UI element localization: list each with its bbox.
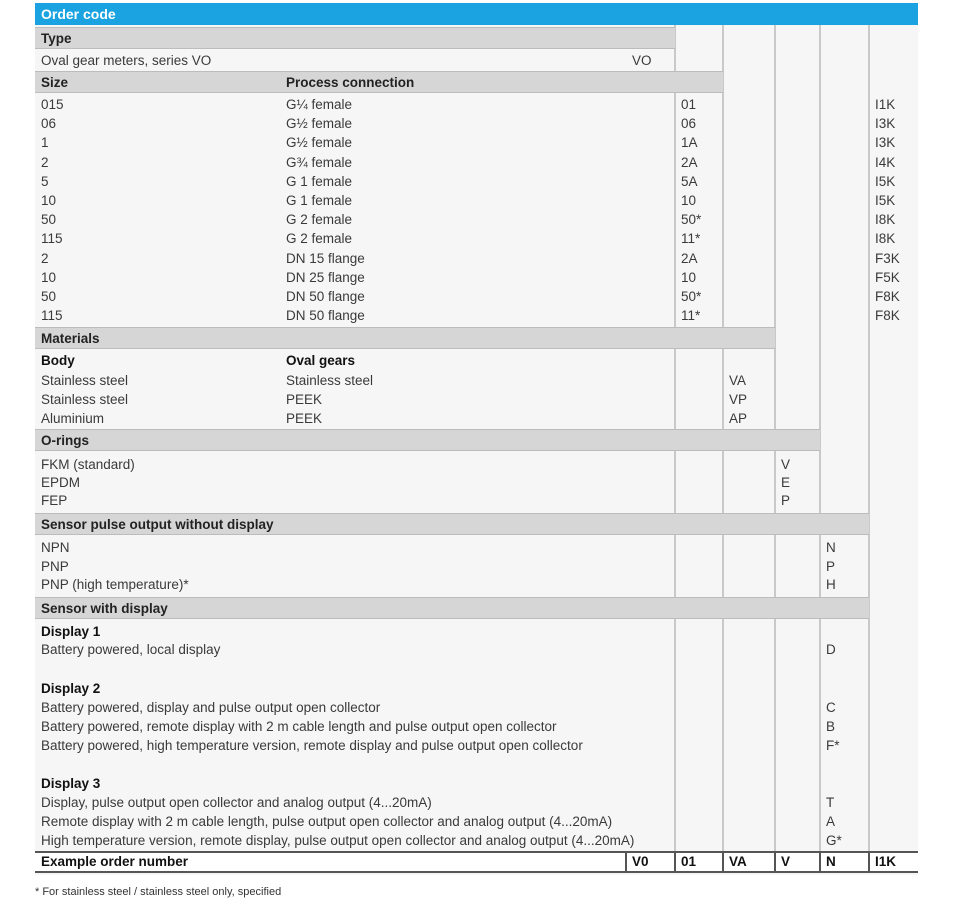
example-code: VA: [729, 854, 747, 869]
size-value: 115: [41, 231, 63, 247]
process-connection: G¼ female: [286, 97, 353, 112]
process-connection: G 1 female: [286, 193, 353, 208]
materials-body-subheader: Body: [41, 353, 75, 368]
connection-code: I4K: [875, 154, 896, 170]
process-connection: G½ female: [286, 116, 353, 132]
pulse-header: Sensor pulse output without display: [35, 513, 869, 535]
size-value: 5: [41, 173, 49, 189]
material-body: Stainless steel: [41, 373, 129, 388]
display-option-label: High temperature version, remote display, pulse output open collector and analog output (4...20mA): [41, 833, 635, 848]
material-gears: PEEK: [286, 411, 323, 426]
size-value: 115: [41, 308, 63, 324]
display-option-label: Battery powered, display and pulse output open collector: [41, 700, 381, 715]
size-code: 50*: [681, 289, 702, 304]
pulse-code: N: [826, 540, 836, 555]
display-3-title: Display 3: [41, 776, 101, 791]
display-2-title: Display 2: [41, 681, 101, 696]
size-code: 1A: [681, 135, 698, 151]
material-body: Stainless steel: [41, 392, 129, 407]
orings-header: O-rings: [35, 429, 820, 451]
process-connection: G½ female: [286, 135, 353, 151]
display-option-code: B: [826, 719, 836, 734]
size-value: 06: [41, 116, 57, 132]
process-connection: G 2 female: [286, 212, 353, 228]
display-option-code: G*: [826, 833, 842, 848]
pulse-code: P: [826, 558, 836, 574]
footnote: * For stainless steel / stainless steel only, specified: [35, 886, 282, 898]
connection-code: I8K: [875, 231, 896, 247]
display-option-code: A: [826, 814, 836, 829]
size-value: 50: [41, 212, 57, 228]
size-code: 50*: [681, 212, 702, 228]
oring-label: FKM (standard): [41, 457, 135, 472]
size-header: Size Process connection: [35, 71, 723, 93]
size-value: 10: [41, 269, 57, 285]
example-code: 01: [681, 854, 697, 869]
size-value: 10: [41, 193, 57, 208]
material-code: VP: [729, 392, 748, 407]
size-code: 5A: [681, 173, 698, 189]
material-code: VA: [729, 373, 747, 388]
size-code: 10: [681, 269, 697, 285]
size-code: 2A: [681, 250, 698, 266]
oring-code: E: [781, 475, 791, 490]
oring-label: FEP: [41, 493, 68, 508]
size-value: 1: [41, 135, 49, 151]
display-option-label: Battery powered, local display: [41, 642, 221, 657]
example-code: N: [826, 854, 836, 869]
pulse-label: PNP (high temperature)*: [41, 577, 189, 592]
oring-label: EPDM: [41, 475, 81, 490]
type-code: VO: [632, 53, 652, 68]
size-value: 015: [41, 97, 64, 112]
process-connection: G 1 female: [286, 173, 353, 189]
display-option-code: T: [826, 795, 835, 810]
material-gears: Stainless steel: [286, 373, 374, 388]
materials-gears-subheader: Oval gears: [286, 353, 356, 368]
connection-code: F8K: [875, 308, 900, 324]
pulse-label: NPN: [41, 540, 70, 555]
connection-code: I3K: [875, 116, 896, 132]
display-option-code: F*: [826, 738, 840, 753]
process-connection: DN 50 flange: [286, 308, 365, 324]
column-divider: [868, 25, 870, 851]
process-connection: G¾ female: [286, 154, 353, 170]
size-code: 01: [681, 97, 697, 112]
type-label: Oval gear meters, series VO: [41, 53, 212, 68]
pulse-code: H: [826, 577, 836, 592]
display-option-label: Battery powered, high temperature version, remote display and pulse output open collector: [41, 738, 583, 753]
type-header: Type: [35, 27, 675, 49]
example-code: V0: [632, 854, 649, 869]
size-value: 2: [41, 154, 49, 170]
display-option-code: C: [826, 700, 836, 715]
example-code: I1K: [875, 854, 897, 869]
size-code: 11*: [681, 308, 701, 324]
process-connection: DN 50 flange: [286, 289, 365, 304]
order-code-title: Order code: [35, 3, 918, 25]
connection-code: I1K: [875, 97, 896, 112]
materials-header: Materials: [35, 327, 775, 349]
process-connection: DN 25 flange: [286, 269, 365, 285]
connection-code: I8K: [875, 212, 896, 228]
material-body: Aluminium: [41, 411, 105, 426]
size-code: 10: [681, 193, 697, 208]
connection-code: F5K: [875, 269, 900, 285]
process-connection: DN 15 flange: [286, 250, 365, 266]
display-header: Sensor with display: [35, 597, 869, 619]
connection-code: F8K: [875, 289, 900, 304]
size-code: 2A: [681, 154, 698, 170]
oring-code: V: [781, 457, 791, 472]
display-option-label: Remote display with 2 m cable length, pulse output open collector and analog output (4...20mA): [41, 814, 613, 829]
display-1-title: Display 1: [41, 624, 101, 639]
connection-code: F3K: [875, 250, 900, 266]
oring-code: P: [781, 493, 791, 508]
process-connection: G 2 female: [286, 231, 353, 247]
pulse-label: PNP: [41, 558, 69, 574]
size-code: 11*: [681, 231, 701, 247]
display-option-label: Battery powered, remote display with 2 m cable length and pulse output open collector: [41, 719, 557, 734]
display-option-label: Display, pulse output open collector and analog output (4...20mA): [41, 795, 432, 810]
material-code: AP: [729, 411, 748, 426]
example-code: V: [781, 854, 791, 869]
example-order-label: Example order number: [41, 854, 189, 869]
size-value: 50: [41, 289, 57, 304]
size-value: 2: [41, 250, 49, 266]
connection-code: I3K: [875, 135, 896, 151]
display-option-code: D: [826, 642, 836, 657]
connection-code: I5K: [875, 193, 896, 208]
connection-code: I5K: [875, 173, 896, 189]
size-code: 06: [681, 116, 697, 132]
material-gears: PEEK: [286, 392, 323, 407]
